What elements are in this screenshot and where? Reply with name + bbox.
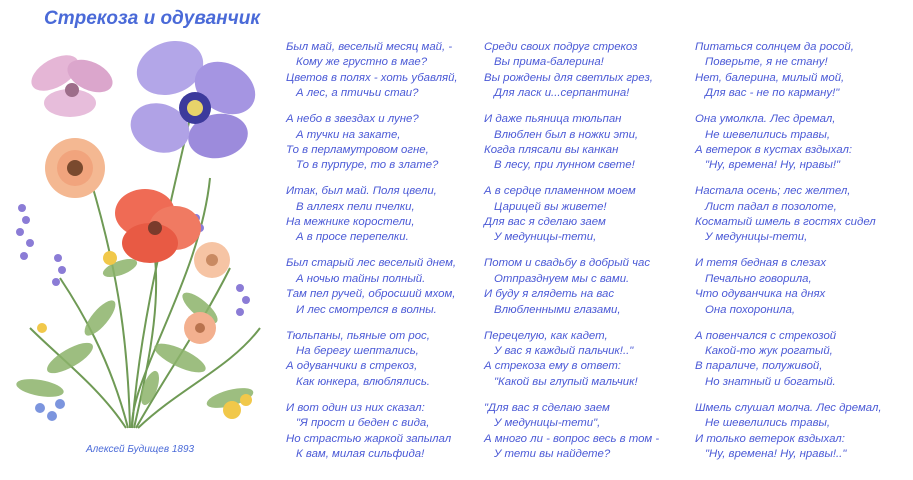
stanza (484, 112, 659, 174)
stanza (286, 184, 458, 246)
poem-line: Для ласк и...серпантина! (494, 87, 630, 100)
poem-line: Был май, веселый месяц май, - (286, 41, 453, 53)
poem-line: "Ну, времена! Ну, нравы!" (705, 159, 841, 172)
poem-line: И лес смотрелся в волны. (296, 303, 437, 316)
poem-line: На межнике коростели, (286, 216, 415, 229)
stanza (286, 256, 458, 318)
poem-line: Шмель слушал молча. Лес дремал, (695, 401, 882, 414)
poem-line: У медуницы-тети, (705, 231, 808, 244)
poem-line: И только ветерок вздыхал: (695, 432, 845, 445)
poem-line: "Для вас я сделаю заем (484, 401, 610, 414)
poem-column (484, 40, 659, 473)
stanza (695, 112, 882, 174)
poem-line: И тетя бедная в слезах (695, 257, 827, 270)
poem-line: Влюбленными глазами, (494, 303, 621, 316)
poem-line: Для вас - не по карману!" (705, 87, 840, 100)
poem-line: Среди своих подруг стрекоз (484, 41, 638, 53)
stanza (484, 184, 659, 246)
poem-line: Вы прима-балерина! (494, 56, 604, 69)
pink-flower (25, 48, 117, 117)
poem-line: Там пел ручей, обросший мхом, (286, 288, 456, 301)
poem-line: Вы рождены для светлых грез, (484, 71, 653, 84)
poem-line: А тучки на закате, (296, 128, 401, 141)
poem-line: К вам, милая сильфида! (296, 447, 425, 460)
poem-line: Потом и свадьбу в добрый час (484, 257, 651, 270)
poem-line: Но знатный и богатый. (705, 375, 836, 388)
stanza (695, 40, 882, 102)
poem-line: Не шевелились травы, (705, 128, 831, 141)
poem-line: А в сердце пламенном моем (484, 185, 636, 198)
flowers-illustration (0, 28, 280, 440)
poem-line: Был старый лес веселый днем, (286, 257, 457, 270)
stanza (484, 401, 659, 463)
poem-line: Нет, балерина, милый мой, (695, 71, 845, 84)
peach-flower (45, 138, 105, 198)
poem-line: Печально говорила, (705, 272, 812, 285)
poem-line: Цветов в полях - хоть убавляй, (286, 71, 458, 84)
poem-column (286, 40, 458, 473)
poem-title: Стрекоза и одуванчик (44, 8, 260, 29)
poem-line: Что одуванчика на днях (695, 288, 826, 301)
stanza (286, 112, 458, 174)
poem-line: В аллеях пели пчелки, (296, 200, 415, 213)
poem-line: А стрекоза ему в ответ: (484, 360, 621, 373)
poem-line: А небо в звездах и луне? (286, 113, 419, 126)
poem-line: Какой-то жук рогатый, (705, 345, 833, 358)
poem-line: Тюльпаны, пьяные от рос, (286, 329, 430, 342)
poem-line: А много ли - вопрос весь в том - (484, 432, 660, 445)
poem-line: То в перламутровом огне, (286, 143, 429, 156)
poem-line: И буду я глядеть на вас (484, 288, 615, 301)
poem-line: А ветерок в кустах вздыхал: (695, 143, 853, 156)
poem-line: "Какой вы глупый мальчик! (494, 375, 638, 388)
poem-column (695, 40, 882, 473)
poem-line: А ночью тайны полный. (296, 272, 426, 285)
stanza (286, 329, 458, 391)
poem-line: Влюблен был в ножки эти, (494, 128, 639, 141)
poem-line: И вот один из них сказал: (286, 401, 425, 414)
poem-line: У вас я каждый пальчик!.." (494, 345, 634, 358)
poem-line: У тети вы найдете? (494, 447, 611, 460)
stanza (484, 40, 659, 102)
poem-line: В лесу, при лунном свете! (494, 159, 635, 172)
poem-line: На берегу шептались, (296, 345, 419, 358)
poem-line: Питаться солнцем да росой, (695, 41, 854, 53)
poem-line: Она умолкла. Лес дремал, (695, 113, 836, 126)
stanza (695, 329, 882, 391)
stanza (695, 184, 882, 246)
poem-line: Отпразднуем мы с вами. (494, 272, 630, 285)
poem-line: Косматый шмель в гостях сидел (695, 216, 876, 229)
poem-line: Лист падал в позолоте, (705, 200, 837, 213)
poem-line: Настала осень; лес желтел, (695, 185, 851, 198)
red-flower (115, 189, 201, 263)
poem-line: У медуницы-тети", (494, 417, 601, 430)
stanza (484, 256, 659, 318)
poem-line: "Я прост и беден с вида, (296, 417, 430, 430)
poem-line: Но страстью жаркой запылал (286, 432, 452, 445)
poem-line: И даже пьяница тюльпан (484, 113, 622, 126)
poem-line: Перецелую, как кадет, (484, 329, 608, 342)
poem-line: У медуницы-тети, (494, 231, 597, 244)
poem-line: "Ну, времена! Ну, нравы!.." (705, 447, 847, 460)
poem-line: Итак, был май. Поля цвели, (286, 185, 437, 198)
poem-line: А одуванчики в стрекоз, (286, 360, 418, 373)
poem-line: В параличе, полуживой, (695, 360, 823, 373)
poem-line: Царицей вы живете! (494, 200, 607, 213)
poem-line: Она похоронила, (705, 303, 796, 316)
stanza (286, 40, 458, 102)
author-caption: Алексей Будищев 1893 (86, 444, 195, 455)
poem-line: То в пурпуре, то в злате? (296, 159, 439, 172)
poem-line: Для вас я сделаю заем (484, 216, 606, 229)
blue-flowers (35, 399, 65, 421)
poem-line: Когда плясали вы канкан (484, 143, 619, 156)
poem-line: Поверьте, я не стану! (705, 56, 828, 69)
stanza (695, 256, 882, 318)
poem-line: Кому же грустно в мае? (296, 56, 428, 69)
poem-line: А в просе перепелки. (296, 231, 409, 244)
purple-flower (124, 32, 265, 163)
poem-line: Не шевелились травы, (705, 417, 831, 430)
stanza (695, 401, 882, 463)
poem-line: А повенчался с стрекозой (695, 329, 837, 342)
poem-line: А лес, а птичьи стаи? (296, 87, 419, 100)
stanza (286, 401, 458, 463)
poem-line: Как юнкера, влюблялись. (296, 375, 430, 388)
stanza (484, 329, 659, 391)
